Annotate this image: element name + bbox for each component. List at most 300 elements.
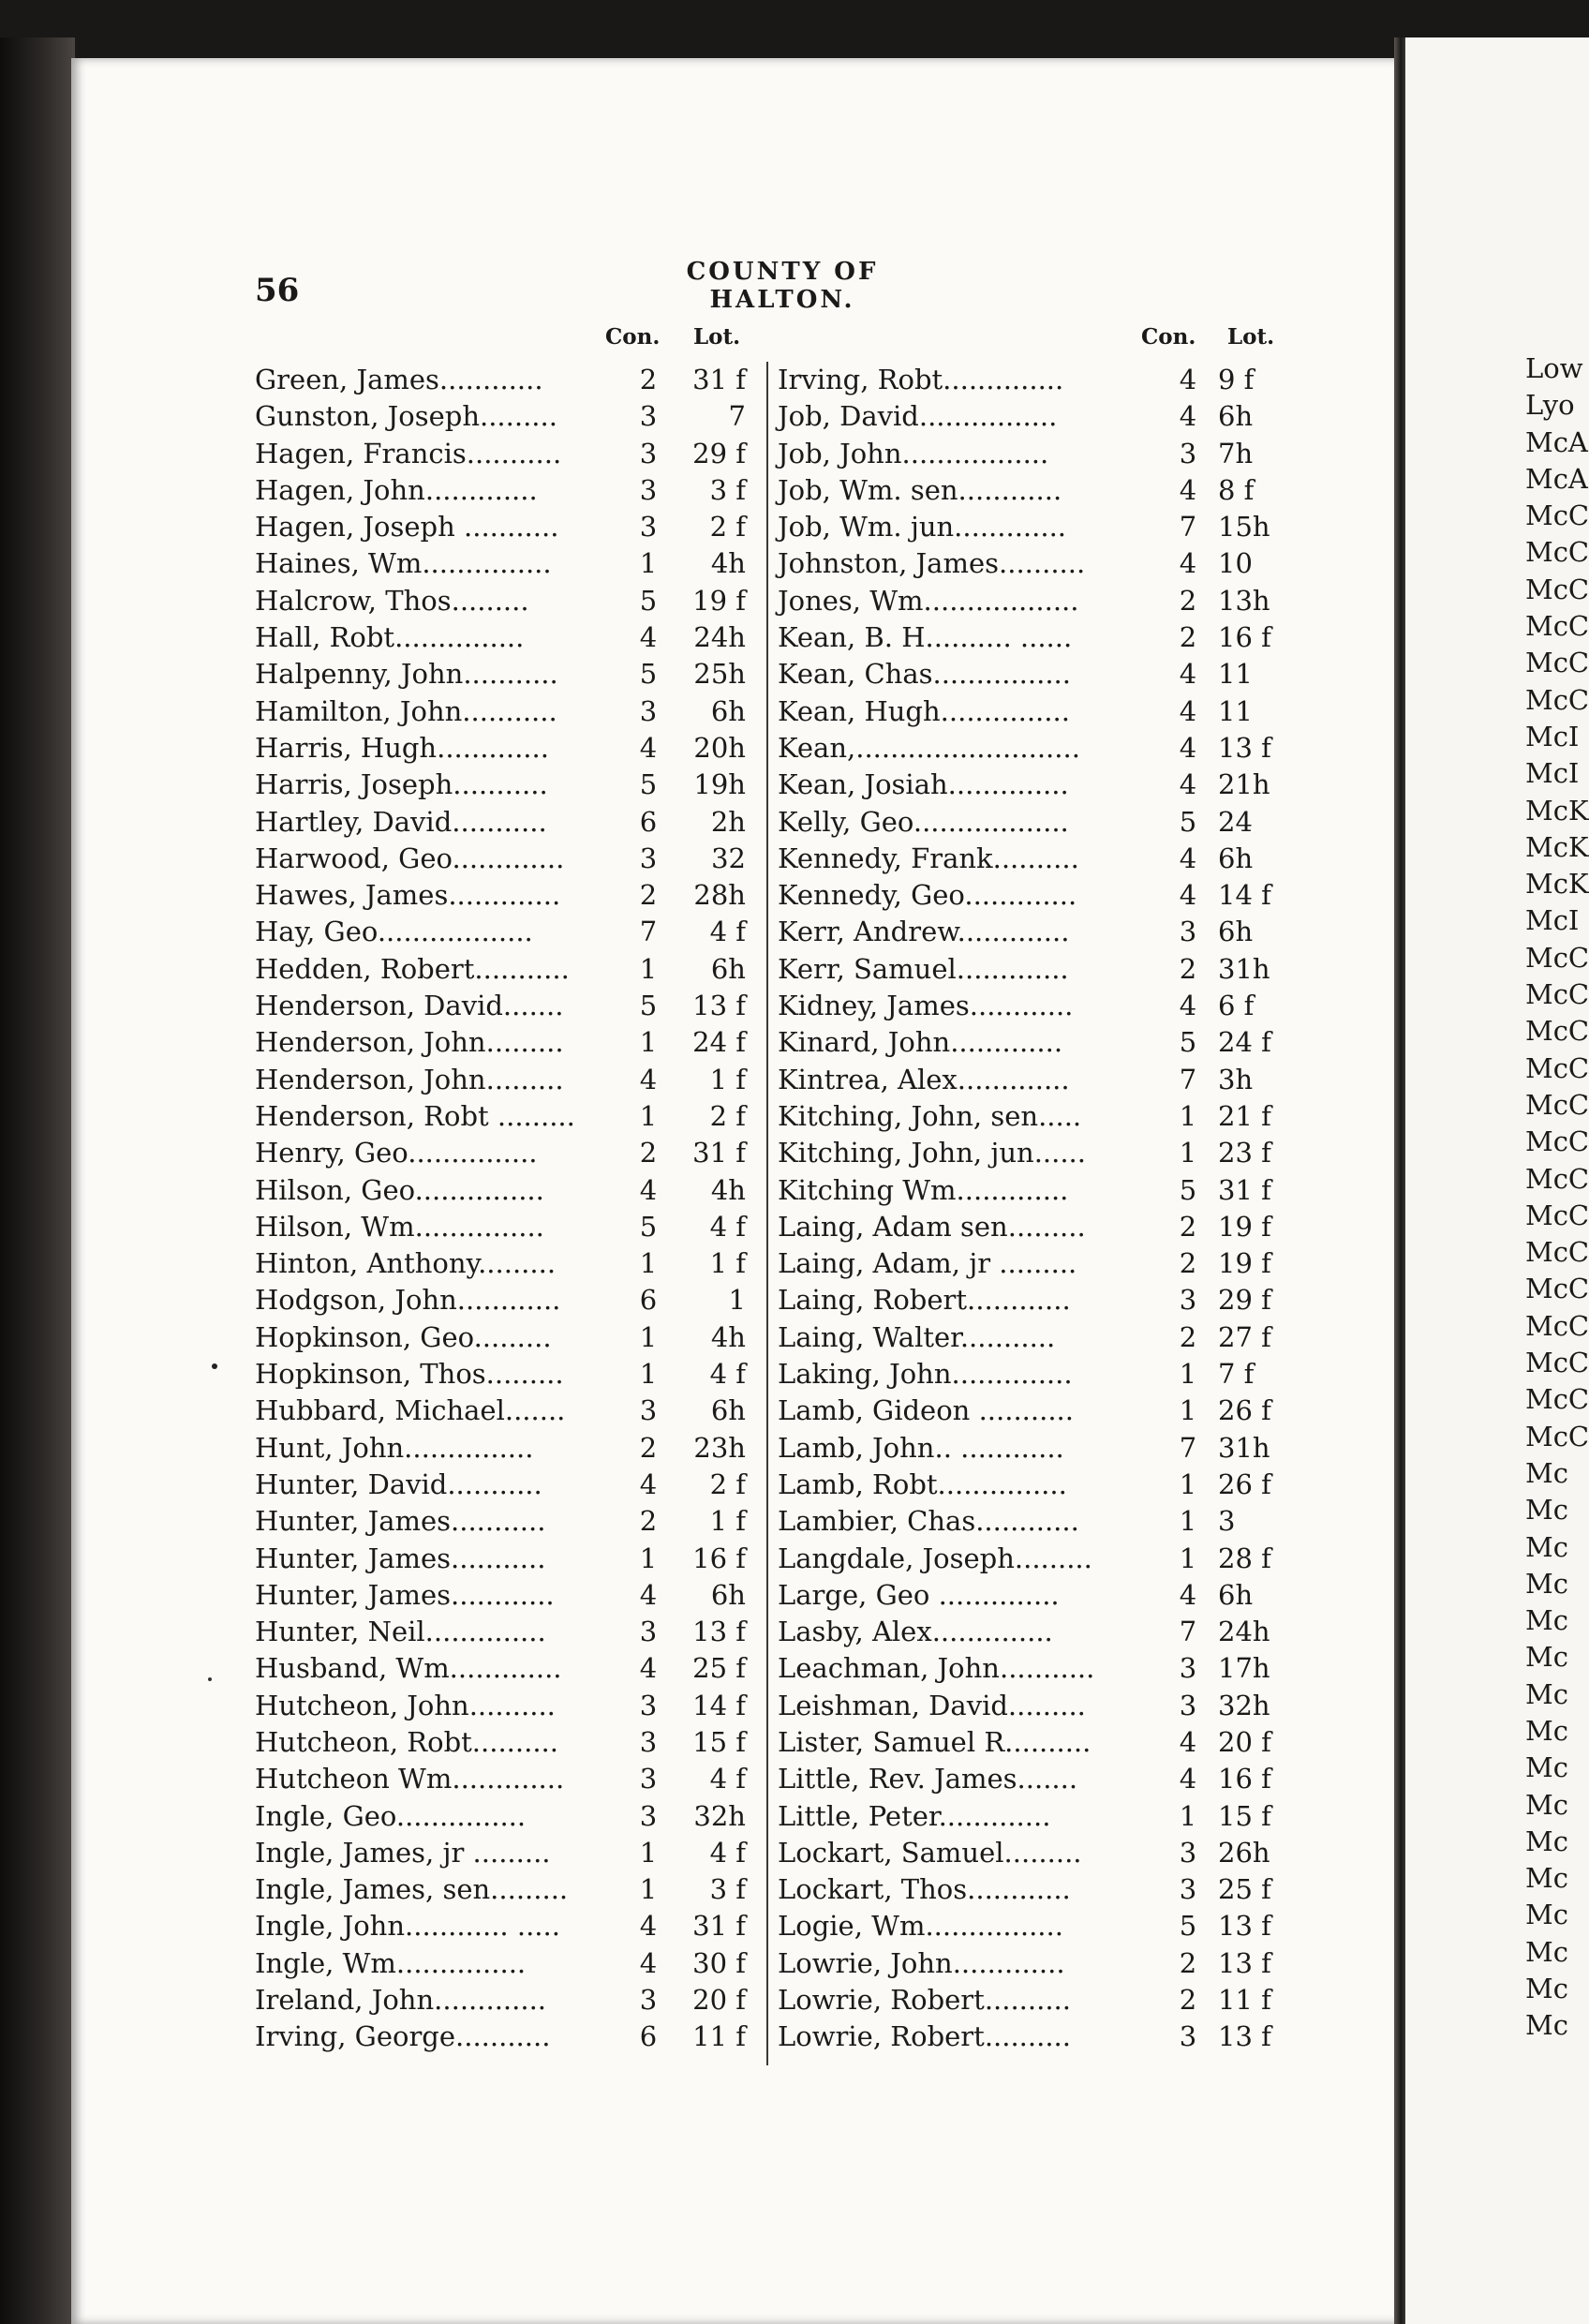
directory-entry xyxy=(255,951,751,988)
entry-name: Job, Wm. sen............ xyxy=(778,473,1062,506)
entry-con: 4 xyxy=(1179,400,1197,433)
entry-name: Hutcheon, John.......... xyxy=(255,1689,556,1721)
directory-entry xyxy=(255,2019,751,2055)
entry-lot: 4 f xyxy=(709,1210,746,1243)
entry-con: 3 xyxy=(639,437,658,469)
cut-entry: Mc xyxy=(1525,1494,1568,1527)
entry-con: 4 xyxy=(1179,879,1197,912)
cut-entry: McA xyxy=(1525,425,1588,458)
entry-name: Lockart, Samuel......... xyxy=(778,1836,1082,1869)
entry-con: 7 xyxy=(1179,1063,1197,1095)
entry-lot: 25 f xyxy=(692,1652,746,1685)
cut-entry: Mc xyxy=(1525,1456,1568,1489)
directory-entry xyxy=(778,1430,1302,1467)
entry-name: Jones, Wm.................. xyxy=(778,584,1079,617)
directory-entry xyxy=(778,1577,1302,1614)
entry-name: Hilson, Wm............... xyxy=(255,1210,544,1243)
entry-con: 4 xyxy=(639,1467,658,1500)
entry-name: Hunt, John............... xyxy=(255,1431,534,1464)
entry-name: Halpenny, John........... xyxy=(255,658,558,691)
entry-lot: 3h xyxy=(1218,1063,1254,1095)
entry-lot: 26 f xyxy=(1218,1394,1271,1427)
entry-con: 5 xyxy=(1179,805,1197,838)
directory-entry xyxy=(255,767,751,803)
entry-name: Leachman, John........... xyxy=(778,1652,1095,1685)
directory-entry xyxy=(255,1945,751,1982)
directory-entry xyxy=(255,1650,751,1687)
entry-name: Langdale, Joseph......... xyxy=(778,1542,1092,1574)
entry-con: 5 xyxy=(1179,1910,1197,1943)
entry-lot: 1 f xyxy=(709,1505,746,1538)
entry-lot: 7 xyxy=(728,400,746,433)
directory-entry xyxy=(778,988,1302,1024)
entry-name: Job, David................ xyxy=(778,400,1058,433)
entry-name: Job, Wm. jun............. xyxy=(778,511,1067,544)
directory-entry xyxy=(255,1393,751,1429)
entry-con: 7 xyxy=(1179,1431,1197,1464)
entry-con: 1 xyxy=(1179,1467,1197,1500)
entry-lot: 6h xyxy=(1218,400,1254,433)
directory-entry xyxy=(778,1614,1302,1650)
cut-entry: Mc xyxy=(1525,1751,1568,1784)
directory-entry xyxy=(255,804,751,841)
entry-name: Kintrea, Alex............. xyxy=(778,1063,1070,1095)
cut-entry: McC xyxy=(1525,1051,1589,1084)
directory-entry xyxy=(255,914,751,950)
entry-con: 5 xyxy=(1179,1026,1197,1059)
entry-lot: 8 f xyxy=(1218,473,1255,506)
directory-entry xyxy=(778,1835,1302,1871)
cut-entry: Mc xyxy=(1525,1862,1568,1895)
entry-name: Hutcheon, Robt.......... xyxy=(255,1725,558,1758)
running-head: COUNTY OF HALTON. xyxy=(686,258,879,314)
directory-entry xyxy=(255,472,751,509)
entry-lot: 4 f xyxy=(709,916,746,948)
entry-name: Little, Peter............. xyxy=(778,1799,1051,1832)
directory-entry xyxy=(255,1024,751,1061)
entry-name: Lister, Samuel R.......... xyxy=(778,1725,1092,1758)
directory-entry xyxy=(255,1871,751,1908)
entry-name: Hay, Geo.................. xyxy=(255,916,533,948)
entry-name: Haines, Wm............... xyxy=(255,547,552,580)
entry-lot: 1 xyxy=(728,1284,746,1317)
entry-lot: 3 f xyxy=(709,473,746,506)
entry-con: 3 xyxy=(639,1725,658,1758)
directory-entry xyxy=(778,1650,1302,1687)
directory-entry xyxy=(255,656,751,693)
entry-lot: 13 f xyxy=(1218,1910,1271,1943)
directory-entry xyxy=(778,1209,1302,1245)
entry-lot: 24 f xyxy=(1218,1026,1271,1059)
directory-entry xyxy=(778,472,1302,509)
entry-lot: 2h xyxy=(710,805,746,838)
entry-name: Kerr, Samuel............. xyxy=(778,952,1069,985)
entry-lot: 28h xyxy=(693,879,746,912)
directory-entry xyxy=(255,1798,751,1835)
entry-con: 4 xyxy=(1179,473,1197,506)
cut-entry: Mc xyxy=(1525,1530,1568,1563)
cut-entry: McK xyxy=(1525,868,1589,901)
entry-name: Irving, George........... xyxy=(255,2020,551,2053)
entry-con: 5 xyxy=(639,658,658,691)
entry-name: Laing, Adam, jr ......... xyxy=(778,1247,1077,1280)
entry-name: Hamilton, John........... xyxy=(255,694,557,727)
entry-lot: 6h xyxy=(710,1578,746,1611)
cut-entry: McI xyxy=(1525,720,1580,752)
entry-lot: 21h xyxy=(1218,768,1270,801)
entry-lot: 26h xyxy=(1218,1836,1270,1869)
cut-entry: McC xyxy=(1525,1162,1589,1195)
entry-name: Kean, Chas................ xyxy=(778,658,1071,691)
cut-entry: McK xyxy=(1525,794,1589,827)
entry-lot: 4h xyxy=(710,1320,746,1353)
entry-lot: 11 xyxy=(1218,658,1253,691)
entry-lot: 1 f xyxy=(709,1247,746,1280)
col1-con-header: Con. xyxy=(605,324,661,350)
entry-con: 4 xyxy=(1179,768,1197,801)
entry-name: Harwood, Geo............. xyxy=(255,842,565,874)
directory-entry xyxy=(778,1688,1302,1724)
entry-con: 4 xyxy=(639,1173,658,1206)
cut-entry: McC xyxy=(1525,1236,1589,1269)
cut-entry: McI xyxy=(1525,757,1580,790)
directory-entry xyxy=(778,545,1302,582)
entry-con: 1 xyxy=(639,952,658,985)
ink-speck xyxy=(212,1363,217,1369)
entry-con: 1 xyxy=(639,1542,658,1574)
entry-lot: 15h xyxy=(1218,511,1270,544)
entry-con: 4 xyxy=(639,1910,658,1943)
directory-entry xyxy=(778,1319,1302,1356)
entry-con: 1 xyxy=(1179,1542,1197,1574)
directory-entry xyxy=(778,436,1302,472)
entry-con: 2 xyxy=(1179,952,1197,985)
entry-con: 4 xyxy=(1179,364,1197,395)
entry-con: 1 xyxy=(1179,1137,1197,1169)
directory-entry xyxy=(255,1062,751,1098)
entry-lot: 9 f xyxy=(1218,364,1255,395)
directory-entry xyxy=(778,1982,1302,2019)
entry-lot: 13h xyxy=(1218,584,1270,617)
entry-name: Hartley, David........... xyxy=(255,805,547,838)
entry-name: Gunston, Joseph......... xyxy=(255,400,557,433)
entry-name: Henderson, Robt ......... xyxy=(255,1099,575,1132)
entry-con: 3 xyxy=(639,400,658,433)
directory-entry xyxy=(778,804,1302,841)
entry-name: Green, James............ xyxy=(255,364,543,395)
entry-con: 4 xyxy=(639,1946,658,1979)
directory-entry xyxy=(778,1871,1302,1908)
cut-entry: McC xyxy=(1525,1199,1589,1231)
entry-name: Hedden, Robert........... xyxy=(255,952,570,985)
entry-con: 4 xyxy=(1179,990,1197,1022)
entry-name: Lowrie, Robert.......... xyxy=(778,2020,1071,2053)
entry-name: Hawes, James............. xyxy=(255,879,561,912)
directory-entry xyxy=(778,2019,1302,2055)
entry-con: 3 xyxy=(1179,2020,1197,2053)
ink-speck xyxy=(208,1677,212,1681)
directory-entry xyxy=(778,1467,1302,1503)
entry-con: 4 xyxy=(1179,842,1197,874)
entry-lot: 6h xyxy=(710,1394,746,1427)
entry-name: Kidney, James............ xyxy=(778,990,1074,1022)
directory-entry xyxy=(778,656,1302,693)
entry-con: 7 xyxy=(1179,1616,1197,1648)
entry-name: Job, John................. xyxy=(778,437,1049,469)
entry-name: Henderson, John......... xyxy=(255,1026,564,1059)
cut-entry: McC xyxy=(1525,1420,1589,1452)
directory-entry xyxy=(255,1430,751,1467)
entry-name: Hinton, Anthony......... xyxy=(255,1247,557,1280)
entry-con: 3 xyxy=(639,1984,658,2017)
entry-con: 1 xyxy=(1179,1799,1197,1832)
entry-name: Hutcheon Wm............. xyxy=(255,1763,565,1795)
entry-lot: 25 f xyxy=(1218,1873,1271,1906)
entry-con: 5 xyxy=(639,584,658,617)
entry-name: Halcrow, Thos......... xyxy=(255,584,529,617)
entry-name: Lockart, Thos............ xyxy=(778,1873,1071,1906)
directory-entry xyxy=(255,1724,751,1761)
directory-entry xyxy=(778,1172,1302,1209)
entry-lot: 21 f xyxy=(1218,1099,1271,1132)
entry-con: 1 xyxy=(639,547,658,580)
entry-lot: 1 f xyxy=(709,1063,746,1095)
entry-con: 1 xyxy=(639,1358,658,1391)
entry-lot: 6 f xyxy=(1218,990,1255,1022)
cut-entry: Lyo xyxy=(1525,389,1575,422)
entry-con: 3 xyxy=(1179,1873,1197,1906)
cut-entry: McC xyxy=(1525,647,1589,679)
entry-name: Kennedy, Geo............. xyxy=(778,879,1077,912)
directory-entry xyxy=(778,1908,1302,1944)
entry-con: 1 xyxy=(639,1026,658,1059)
directory-entry xyxy=(255,509,751,545)
cut-entry: Mc xyxy=(1525,1641,1568,1674)
entry-lot: 31 f xyxy=(692,364,746,395)
directory-entry xyxy=(255,1135,751,1171)
entry-con: 2 xyxy=(1179,1320,1197,1353)
entry-name: Laing, Adam sen......... xyxy=(778,1210,1086,1243)
entry-lot: 31 f xyxy=(1218,1173,1271,1206)
entry-lot: 19 f xyxy=(692,584,746,617)
entry-con: 2 xyxy=(639,1505,658,1538)
directory-entry xyxy=(255,1982,751,2019)
entry-con: 3 xyxy=(1179,437,1197,469)
entry-name: Kean, Hugh............... xyxy=(778,694,1070,727)
directory-entry xyxy=(778,1798,1302,1835)
cut-entry: McC xyxy=(1525,1383,1589,1416)
entry-name: Johnston, James.......... xyxy=(778,547,1086,580)
entry-con: 5 xyxy=(1179,1173,1197,1206)
entry-con: 2 xyxy=(639,1431,658,1464)
directory-entry xyxy=(255,841,751,877)
entry-con: 4 xyxy=(639,731,658,764)
entry-lot: 2 f xyxy=(709,511,746,544)
entry-lot: 26 f xyxy=(1218,1467,1271,1500)
directory-entry xyxy=(778,1724,1302,1761)
directory-entry xyxy=(255,1319,751,1356)
directory-entry xyxy=(778,951,1302,988)
entry-lot: 3 f xyxy=(709,1873,746,1906)
entry-lot: 10 xyxy=(1218,547,1253,580)
entry-name: Hubbard, Michael....... xyxy=(255,1394,566,1427)
entry-name: Lowrie, John............. xyxy=(778,1946,1065,1979)
col1-lot-header: Lot. xyxy=(693,324,741,350)
entry-con: 2 xyxy=(1179,1247,1197,1280)
entry-con: 3 xyxy=(1179,1836,1197,1869)
entry-name: Kitching Wm............. xyxy=(778,1173,1069,1206)
cut-entry: McC xyxy=(1525,1273,1589,1305)
cut-entry: Mc xyxy=(1525,1935,1568,1968)
entry-lot: 11 f xyxy=(692,2020,746,2053)
cut-entry: Mc xyxy=(1525,1899,1568,1931)
cut-entry: Mc xyxy=(1525,1788,1568,1821)
entry-lot: 20h xyxy=(693,731,746,764)
entry-lot: 20 f xyxy=(1218,1725,1271,1758)
directory-column-1 xyxy=(255,362,751,2056)
book-binding xyxy=(0,37,75,2324)
entry-con: 6 xyxy=(639,805,658,838)
entry-lot: 16 f xyxy=(1218,621,1271,654)
entry-con: 2 xyxy=(1179,1946,1197,1979)
entry-lot: 4h xyxy=(710,547,746,580)
directory-entry xyxy=(778,1024,1302,1061)
entry-con: 1 xyxy=(639,1873,658,1906)
entry-con: 3 xyxy=(1179,1284,1197,1317)
entry-con: 4 xyxy=(639,621,658,654)
entry-lot: 19 f xyxy=(1218,1210,1271,1243)
entry-con: 4 xyxy=(1179,547,1197,580)
directory-entry xyxy=(778,1356,1302,1393)
entry-name: Husband, Wm............. xyxy=(255,1652,562,1685)
cut-entry: McC xyxy=(1525,499,1589,532)
entry-lot: 7h xyxy=(1218,437,1254,469)
directory-entry xyxy=(778,767,1302,803)
directory-entry xyxy=(778,1761,1302,1797)
entry-lot: 31 f xyxy=(692,1137,746,1169)
directory-entry xyxy=(255,436,751,472)
entry-name: Kinard, John............. xyxy=(778,1026,1063,1059)
entry-lot: 13 f xyxy=(1218,731,1271,764)
entry-lot: 16 f xyxy=(1218,1763,1271,1795)
entry-lot: 14 f xyxy=(1218,879,1271,912)
entry-name: Ingle, James, jr ......... xyxy=(255,1836,551,1869)
cut-entry: McC xyxy=(1525,1347,1589,1379)
directory-entry xyxy=(255,398,751,435)
directory-entry xyxy=(778,1503,1302,1540)
directory-entry xyxy=(778,583,1302,619)
cut-entry: McI xyxy=(1525,904,1580,937)
entry-lot: 19h xyxy=(693,768,746,801)
directory-entry xyxy=(778,730,1302,767)
directory-entry xyxy=(255,877,751,914)
entry-lot: 24 xyxy=(1218,805,1253,838)
entry-name: Laing, Robert............ xyxy=(778,1284,1071,1317)
entry-lot: 32h xyxy=(1218,1689,1270,1721)
entry-con: 3 xyxy=(639,1799,658,1832)
entry-lot: 14 f xyxy=(692,1689,746,1721)
entry-con: 4 xyxy=(1179,1578,1197,1611)
directory-entry xyxy=(255,693,751,730)
entry-lot: 30 f xyxy=(692,1946,746,1979)
cut-entry: Mc xyxy=(1525,1825,1568,1857)
entry-lot: 29 f xyxy=(692,437,746,469)
entry-con: 2 xyxy=(639,879,658,912)
entry-con: 3 xyxy=(639,511,658,544)
cut-entry: McC xyxy=(1525,941,1589,974)
cut-entry: Low xyxy=(1525,352,1583,384)
entry-lot: 17h xyxy=(1218,1652,1270,1685)
entry-con: 4 xyxy=(639,1652,658,1685)
directory-entry xyxy=(778,1282,1302,1318)
entry-name: Hagen, Joseph ........... xyxy=(255,511,559,544)
directory-entry xyxy=(778,1945,1302,1982)
cut-entry: McC xyxy=(1525,610,1589,643)
entry-name: Kerr, Andrew............. xyxy=(778,916,1070,948)
cut-entry: McC xyxy=(1525,683,1589,716)
directory-entry xyxy=(255,1356,751,1393)
entry-con: 1 xyxy=(1179,1358,1197,1391)
directory-entry xyxy=(778,1541,1302,1577)
entry-con: 3 xyxy=(639,1763,658,1795)
entry-lot: 6h xyxy=(710,952,746,985)
cut-entry: McK xyxy=(1525,830,1589,863)
entry-lot: 4 f xyxy=(709,1836,746,1869)
entry-lot: 6h xyxy=(710,694,746,727)
entry-name: Leishman, David......... xyxy=(778,1689,1086,1721)
entry-name: Hunter, David........... xyxy=(255,1467,542,1500)
directory-column-3-cut xyxy=(1525,350,1589,2045)
directory-entry xyxy=(778,619,1302,656)
entry-name: Lowrie, Robert.......... xyxy=(778,1984,1071,2017)
entry-lot: 23h xyxy=(693,1431,746,1464)
entry-con: 7 xyxy=(1179,511,1197,544)
entry-con: 1 xyxy=(639,1247,658,1280)
entry-name: Kennedy, Frank.......... xyxy=(778,842,1079,874)
directory-entry xyxy=(778,1245,1302,1282)
entry-name: Hunter, Neil.............. xyxy=(255,1616,546,1648)
entry-name: Hall, Robt............... xyxy=(255,621,525,654)
entry-con: 2 xyxy=(1179,584,1197,617)
cut-entry: McA xyxy=(1525,462,1588,495)
directory-entry xyxy=(255,1467,751,1503)
entry-name: Logie, Wm................ xyxy=(778,1910,1063,1943)
entry-name: Ingle, Geo............... xyxy=(255,1799,527,1832)
directory-entry xyxy=(778,877,1302,914)
directory-entry xyxy=(778,1135,1302,1171)
entry-lot: 23 f xyxy=(1218,1137,1271,1169)
directory-entry xyxy=(778,362,1302,398)
entry-lot: 24h xyxy=(1218,1616,1270,1648)
entry-name: Little, Rev. James....... xyxy=(778,1763,1078,1795)
cut-entry: Mc xyxy=(1525,2009,1568,2042)
directory-entry xyxy=(778,841,1302,877)
entry-name: Henderson, John......... xyxy=(255,1063,564,1095)
entry-lot: 13 f xyxy=(1218,2020,1271,2053)
entry-lot: 19 f xyxy=(1218,1247,1271,1280)
cut-entry: Mc xyxy=(1525,1714,1568,1747)
entry-con: 5 xyxy=(639,990,658,1022)
entry-name: Hagen, John............. xyxy=(255,473,538,506)
cut-entry: Mc xyxy=(1525,1567,1568,1600)
entry-lot: 4 f xyxy=(709,1358,746,1391)
entry-lot: 15 f xyxy=(692,1725,746,1758)
cut-entry: McC xyxy=(1525,978,1589,1011)
entry-con: 3 xyxy=(639,473,658,506)
entry-name: Irving, Robt.............. xyxy=(778,364,1064,395)
column-rule xyxy=(766,362,768,2065)
entry-con: 3 xyxy=(639,1689,658,1721)
